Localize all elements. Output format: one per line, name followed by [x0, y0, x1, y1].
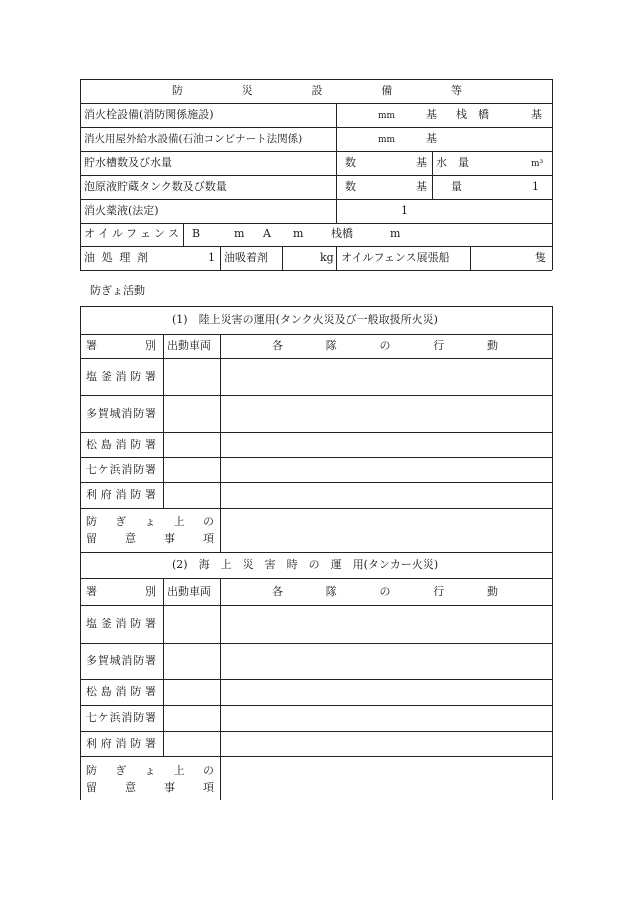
oil-treatment-value: 1 [208, 251, 215, 264]
header-char: 行 [433, 585, 445, 598]
header-char: 別 [145, 339, 156, 352]
land-header-stations [86, 339, 156, 353]
header-char: の [379, 339, 391, 352]
station-char: 釜 [100, 370, 112, 383]
header-char: 別 [145, 585, 156, 598]
notes-char: 意 [125, 781, 136, 794]
station-char: 署 [144, 463, 156, 476]
station-char: 署 [144, 407, 156, 420]
fence-char: イ [98, 227, 109, 240]
header-char: 隊 [325, 339, 337, 352]
land-station-matsushima [86, 438, 156, 452]
station-char: 松 [86, 685, 97, 698]
outdoor-ki: 基 [426, 132, 437, 145]
notes-char: の [203, 515, 214, 528]
notes-char: 項 [203, 532, 214, 545]
station-char: 府 [100, 488, 112, 501]
sea-notes-line1 [86, 764, 214, 778]
title-char: 防 [172, 84, 183, 97]
station-char: 七 [86, 463, 97, 476]
title-char: 等 [451, 84, 462, 97]
oil-treatment-label [84, 251, 148, 265]
sea-station-shichigahama [86, 711, 156, 725]
header-char: 隊 [325, 585, 337, 598]
station-char: 消 [121, 711, 133, 724]
oil-char: 理 [119, 251, 131, 264]
sea-notes-line2 [86, 781, 214, 795]
oil-char: 油 [84, 251, 95, 264]
notes-char: ょ [144, 764, 156, 777]
sea-station-matsushima [86, 685, 156, 699]
notes-char: 防 [86, 515, 97, 528]
station-char: 消 [115, 737, 127, 750]
reservoir-su: 数 [345, 156, 356, 169]
fence-b: B [192, 227, 201, 240]
equipment-title [172, 84, 462, 98]
outdoor-unit: mm [378, 135, 396, 145]
adsorbent-label: 油吸着剤 [224, 251, 268, 264]
outdoor-label: 消火用屋外給水設備(石油コンビナート法関係) [84, 133, 303, 145]
station-char: 塩 [86, 370, 97, 383]
station-char: 防 [130, 488, 142, 501]
land-station-shiogama [86, 370, 156, 384]
station-char: ケ [97, 711, 109, 724]
notes-char: ょ [144, 515, 156, 528]
sea-header-stations [86, 585, 156, 599]
station-char: 賀 [97, 407, 109, 420]
hydrant-label: 消火栓設備(消防関係施設) [84, 108, 214, 121]
hydrant-ki: 基 [426, 108, 437, 121]
notes-char: の [203, 764, 214, 777]
station-char: 防 [133, 654, 145, 667]
oil-char: 剤 [136, 251, 148, 264]
station-char: ケ [97, 463, 109, 476]
fence-char: ェ [140, 227, 151, 240]
fence-m1: m [234, 227, 245, 240]
fence-char: ル [112, 227, 123, 240]
station-char: 署 [145, 370, 156, 383]
land-station-shichigahama [86, 463, 156, 477]
header-char: 動 [487, 585, 498, 598]
sea-station-shiogama [86, 617, 156, 631]
land-notes-line1 [86, 515, 214, 529]
land-header-vehicles: 出動車両 [167, 339, 211, 352]
fence-char: ス [168, 227, 179, 240]
notes-char: 意 [125, 532, 136, 545]
header-char: 各 [272, 585, 283, 598]
notes-char: 項 [203, 781, 214, 794]
header-char: 各 [272, 339, 283, 352]
header-char: 署 [86, 585, 97, 598]
station-char: 防 [133, 463, 145, 476]
title-char: 災 [241, 84, 253, 97]
reservoir-ki: 基 [416, 156, 427, 169]
land-title: (1) 陸上災害の運用(タンク火災及び一般取扱所火災) [172, 313, 438, 326]
station-char: 署 [145, 617, 156, 630]
foam-value: 1 [532, 180, 539, 193]
notes-char: 上 [173, 764, 185, 777]
fence-sambashi: 栈橋 [331, 227, 353, 240]
hydrant-ki2: 基 [531, 108, 542, 121]
notes-char: ぎ [115, 515, 127, 528]
notes-char: 防 [86, 764, 97, 777]
station-char: 消 [115, 685, 127, 698]
station-char: 消 [121, 654, 133, 667]
fence-boat-unit: 隻 [535, 251, 546, 264]
fence-boat-label: オイルフェンス展張船 [341, 251, 450, 264]
reservoir-label: 貯水槽数及び水量 [84, 156, 172, 169]
sea-title: (2) 海 上 災 害 時 の 運 用(タンカー火災) [172, 558, 439, 571]
station-char: 防 [130, 685, 142, 698]
land-header-actions [272, 339, 498, 353]
sea-station-rifu [86, 737, 156, 751]
station-char: 釜 [100, 617, 112, 630]
fence-char: フ [126, 227, 137, 240]
hydrant-sambashi: 栈 橋 [456, 108, 489, 121]
station-char: 署 [145, 438, 156, 451]
station-char: 七 [86, 711, 97, 724]
station-char: 浜 [109, 463, 121, 476]
station-char: 防 [130, 617, 142, 630]
station-char: 松 [86, 438, 97, 451]
title-char: 備 [381, 84, 393, 97]
station-char: 署 [145, 737, 156, 750]
station-char: 消 [115, 370, 127, 383]
reservoir-unit: m³ [531, 159, 544, 169]
sea-station-tagajo [86, 654, 156, 668]
agent-label: 消火薬液(法定) [84, 204, 159, 217]
foam-ki: 基 [416, 180, 427, 193]
land-notes-line2 [86, 532, 214, 546]
station-char: 消 [121, 463, 133, 476]
station-char: 消 [115, 617, 127, 630]
station-char: 防 [133, 711, 145, 724]
header-char: 動 [487, 339, 498, 352]
station-char: 防 [130, 737, 142, 750]
foam-ryo: 量 [451, 180, 462, 193]
sea-header-actions [272, 585, 498, 599]
station-char: 防 [133, 407, 145, 420]
notes-char: 事 [164, 781, 175, 794]
agent-value: 1 [401, 204, 408, 217]
station-char: 島 [100, 685, 112, 698]
station-char: 多 [86, 654, 97, 667]
fence-m2: m [293, 227, 304, 240]
station-char: 署 [144, 654, 156, 667]
notes-char: ぎ [115, 764, 127, 777]
fence-char: オ [84, 227, 95, 240]
station-char: 署 [144, 711, 156, 724]
sea-header-vehicles: 出動車両 [167, 585, 211, 598]
station-char: 防 [130, 370, 142, 383]
reservoir-suiryo: 水 量 [436, 156, 469, 169]
station-char: 消 [115, 438, 127, 451]
station-char: 賀 [97, 654, 109, 667]
station-char: 城 [109, 654, 121, 667]
foam-su: 数 [345, 180, 356, 193]
station-char: 城 [109, 407, 121, 420]
station-char: 防 [130, 438, 142, 451]
hydrant-unit: mm [378, 111, 396, 121]
station-char: 署 [145, 685, 156, 698]
header-char: の [379, 585, 391, 598]
notes-char: 留 [86, 781, 97, 794]
station-char: 島 [100, 438, 112, 451]
station-char: 塩 [86, 617, 97, 630]
station-char: 署 [145, 488, 156, 501]
notes-char: 留 [86, 532, 97, 545]
fence-m3: m [390, 227, 401, 240]
fence-char: ン [154, 227, 165, 240]
fence-label [84, 227, 179, 241]
notes-char: 上 [173, 515, 185, 528]
station-char: 消 [115, 488, 127, 501]
section-label: 防ぎょ活動 [90, 284, 145, 297]
station-char: 多 [86, 407, 97, 420]
station-char: 利 [86, 737, 97, 750]
notes-char: 事 [164, 532, 175, 545]
adsorbent-unit: kg [320, 251, 334, 264]
station-char: 利 [86, 488, 97, 501]
station-char: 浜 [109, 711, 121, 724]
header-char: 行 [433, 339, 445, 352]
land-station-rifu [86, 488, 156, 502]
land-station-tagajo [86, 407, 156, 421]
station-char: 府 [100, 737, 112, 750]
oil-char: 処 [101, 251, 113, 264]
station-char: 消 [121, 407, 133, 420]
title-char: 設 [311, 84, 323, 97]
foam-label: 泡原液貯蔵タンク数及び数量 [84, 180, 227, 193]
header-char: 署 [86, 339, 97, 352]
fence-a: A [263, 227, 271, 240]
